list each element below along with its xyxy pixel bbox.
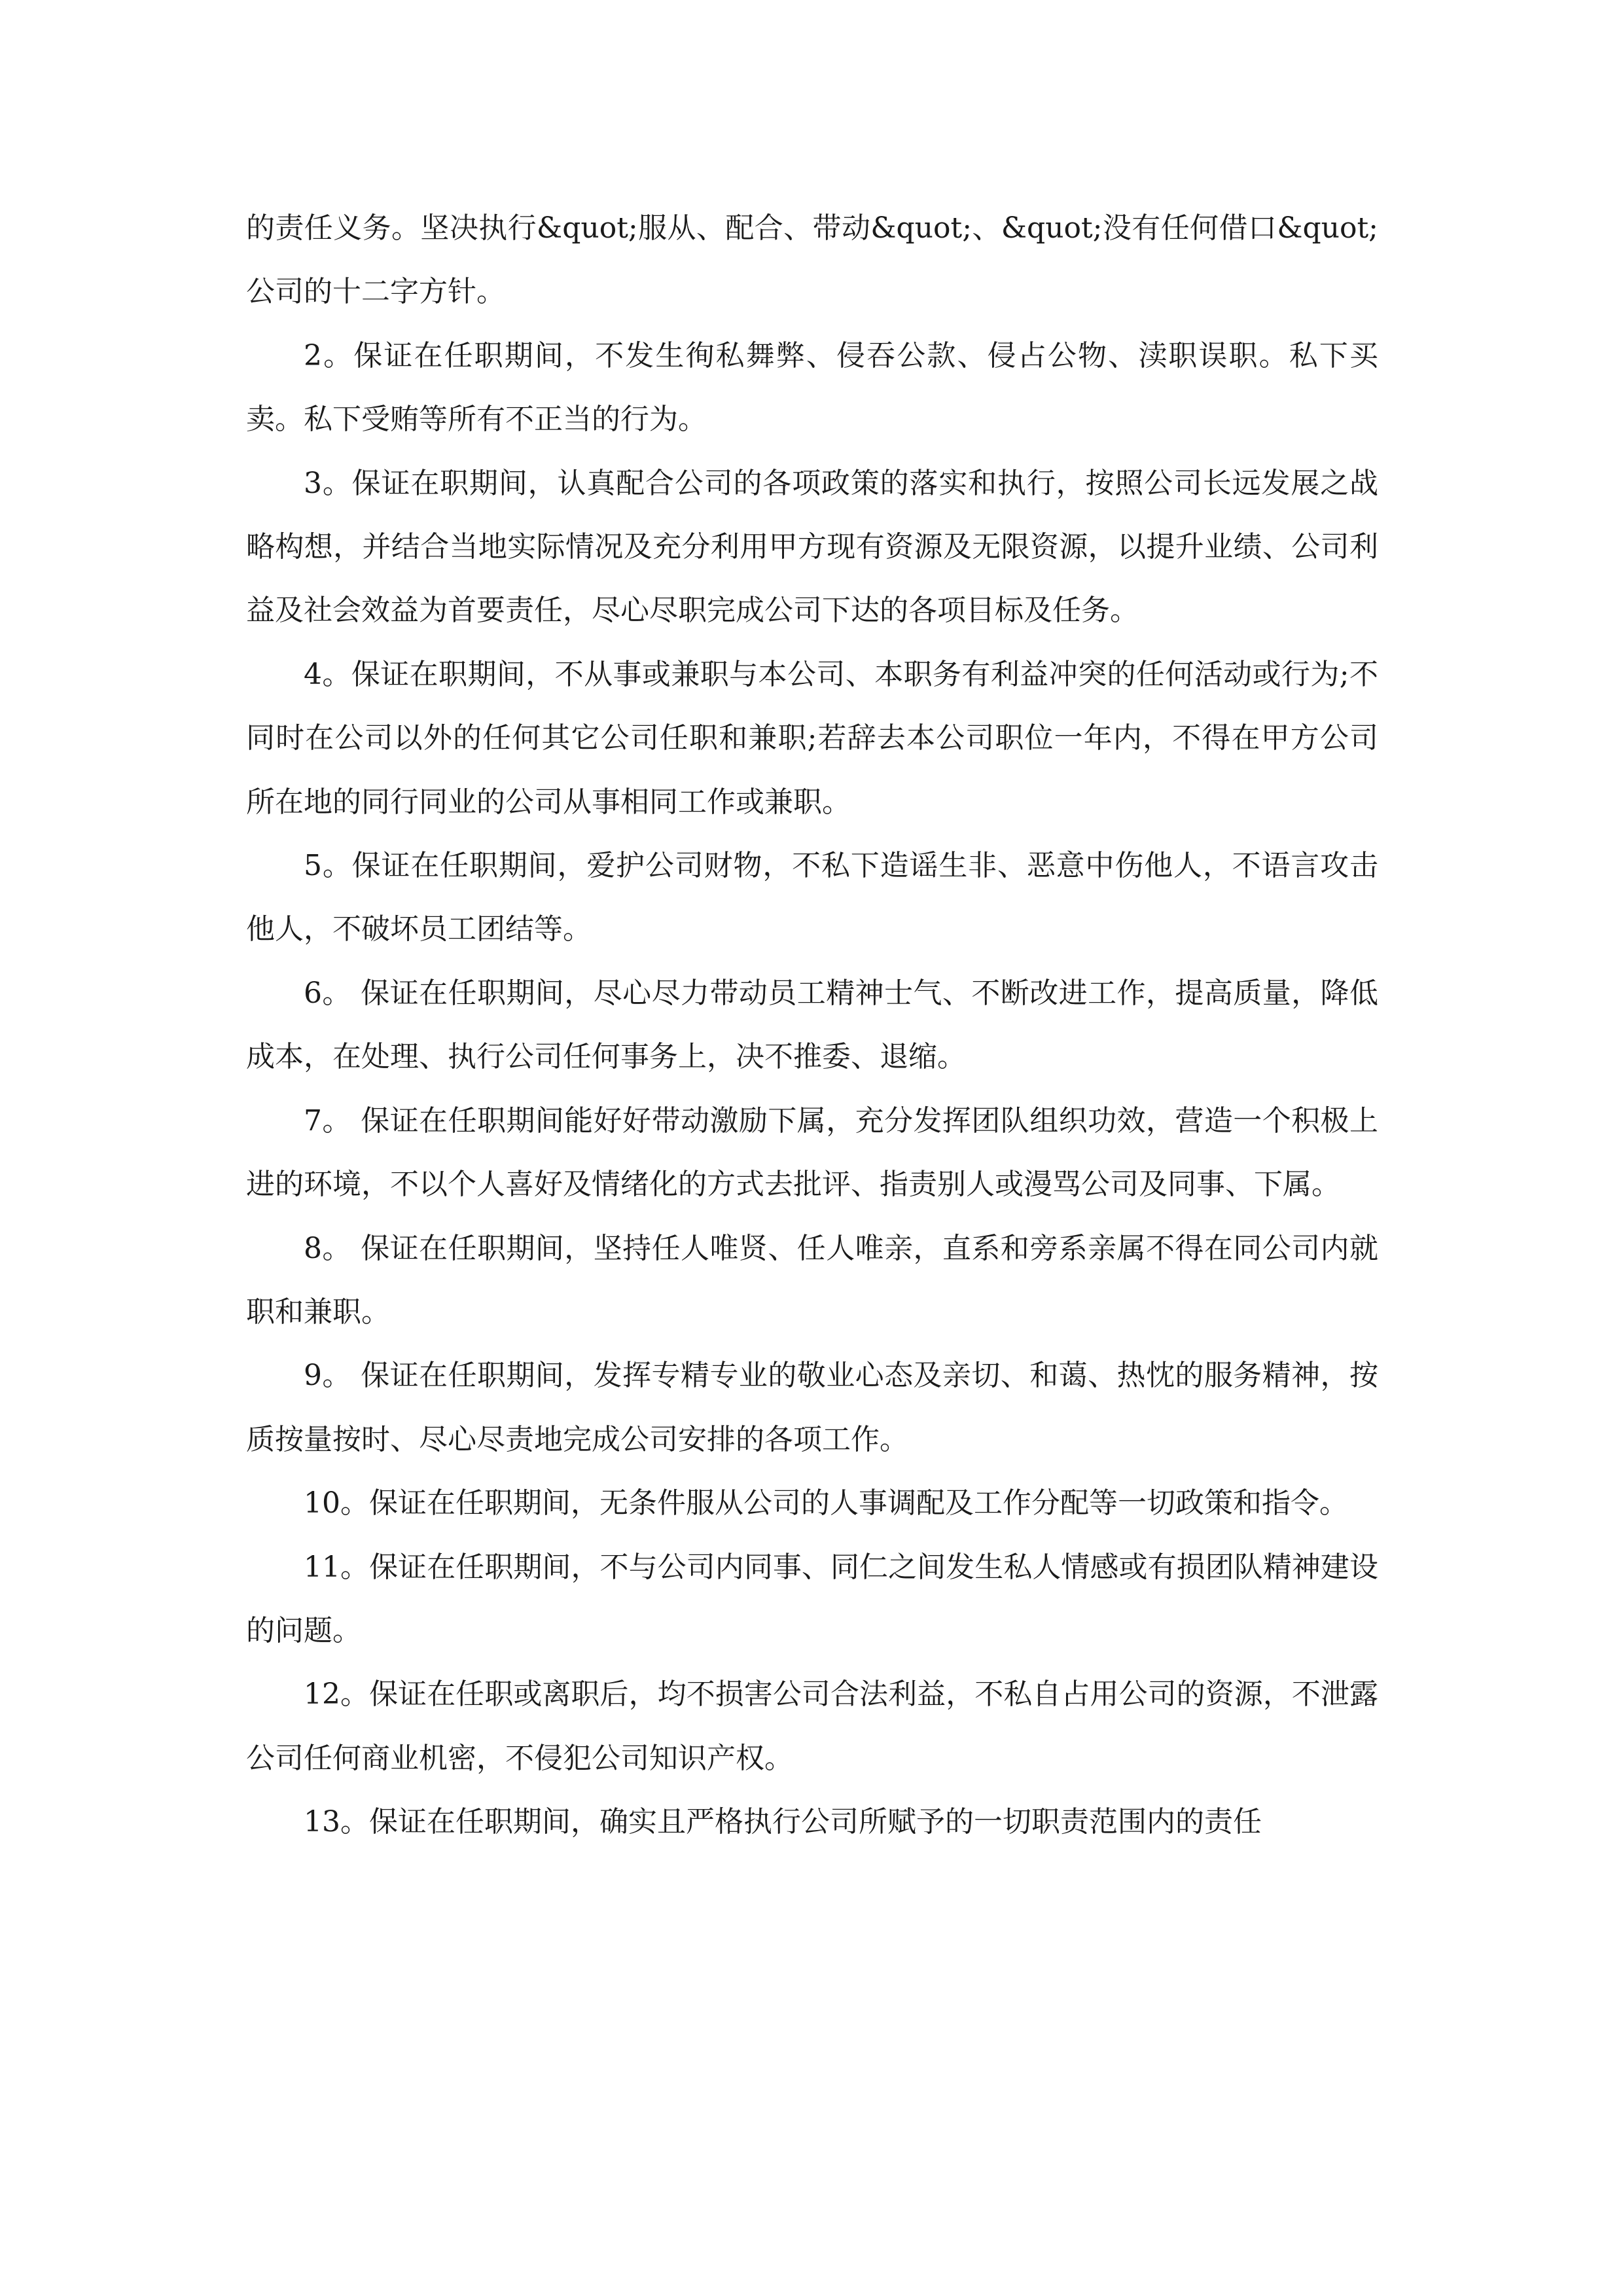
document-body: [246, 196, 1378, 1854]
paragraph-item-2: 2。保证在任职期间，不发生徇私舞弊、侵吞公款、侵占公物、渎职误职。私下买卖。私下受贿等所有不正当的行为。: [246, 338, 1378, 437]
paragraph-item-6: 6。 保证在任职期间，尽心尽力带动员工精神士气、不断改进工作，提高质量，降低成本，在处理、执行公司任何事务上，决不推委、退缩。: [246, 976, 1378, 1074]
paragraph-item-13: 13。保证在任职期间，确实且严格执行公司所赋予的一切职责范围内的责任: [304, 1805, 1262, 1839]
paragraph-item-8: 8。 保证在任职期间，坚持任人唯贤、任人唯亲，直系和旁系亲属不得在同公司内就职和兼职。: [246, 1231, 1378, 1329]
paragraph-item-9: 9。 保证在任职期间，发挥专精专业的敬业心态及亲切、和蔼、热忱的服务精神，按质按量按时、尽心尽责地完成公司安排的各项工作。: [246, 1359, 1378, 1456]
paragraph-item-11: 11。保证在任职期间，不与公司内同事、同仁之间发生私人情感或有损团队精神建设的问题。: [246, 1550, 1378, 1647]
paragraph-continuation: 的责任义务。坚决执行&quot;服从、配合、带动&quot;、&quot;没有任何借口&quot;公司的十二字方针。: [246, 211, 1378, 309]
paragraph-item-10: 10。保证在任职期间，无条件服从公司的人事调配及工作分配等一切政策和指令。: [304, 1486, 1348, 1520]
paragraph-item-7: 7。 保证在任职期间能好好带动激励下属，充分发挥团队组织功效，营造一个积极上进的环境，不以个人喜好及情绪化的方式去批评、指责别人或漫骂公司及同事、下属。: [246, 1103, 1378, 1202]
paragraph-item-4: 4。保证在职期间，不从事或兼职与本公司、本职务有利益冲突的任何活动或行为;不同时在公司以外的任何其它公司任职和兼职;若辞去本公司职位一年内，不得在甲方公司所在地的同行同业的公司从事相同工作或兼职。: [246, 657, 1378, 819]
paragraph-item-12: 12。保证在任职或离职后，均不损害公司合法利益，不私自占用公司的资源，不泄露公司任何商业机密，不侵犯公司知识产权。: [246, 1677, 1378, 1775]
paragraph-item-5: 5。保证在任职期间，爱护公司财物，不私下造谣生非、恶意中伤他人，不语言攻击他人，不破坏员工团结等。: [246, 849, 1378, 946]
paragraph-item-3: 3。保证在职期间，认真配合公司的各项政策的落实和执行，按照公司长远发展之战略构想，并结合当地实际情况及充分利用甲方现有资源及无限资源，以提升业绩、公司利益及社会效益为首要责任，尽心尽职完成公司下达的各项目标及任务。: [246, 466, 1378, 628]
